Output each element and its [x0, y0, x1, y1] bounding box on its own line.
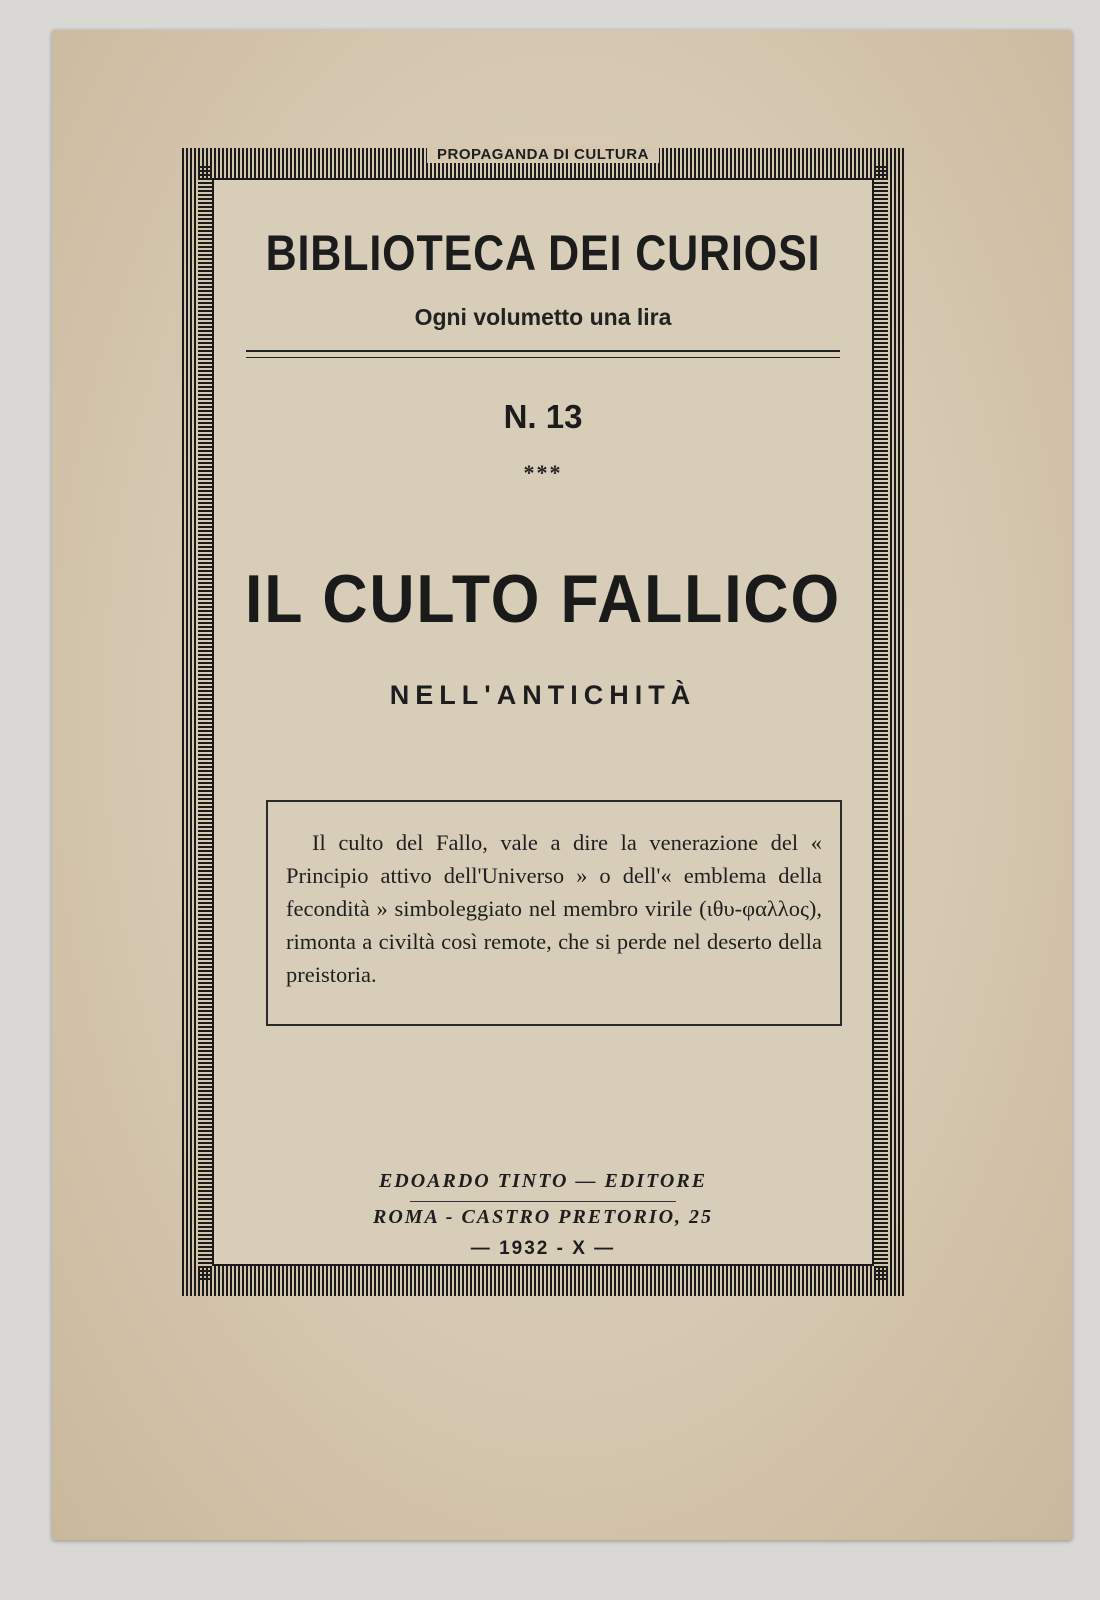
decorative-border-frame: [182, 148, 904, 1296]
publisher-address: ROMA - CASTRO PRETORIO, 25: [372, 1206, 714, 1228]
series-title: BIBLIOTECA DEI CURIOSI: [265, 225, 821, 281]
publication-year: — 1932 - X —: [470, 1238, 616, 1259]
booklet-cover: [52, 30, 1072, 1540]
blurb-text: Il culto del Fallo, vale a dire la venerazione del « Principio attivo dell'Universo » o dell'« emblema della fecondità » simboleggiato nel membro virile (ιθυ-φαλλος), rimonta a civiltà così remote, che si perde nel deserto della preistoria.: [286, 830, 822, 987]
book-subtitle: NELL'ANTICHITÀ: [389, 680, 697, 710]
series-banner: [198, 144, 888, 166]
series-subtitle: Ogni volumetto una lira: [414, 304, 672, 330]
book-title: IL CULTO FALLICO: [245, 561, 841, 637]
asterism-ornament: ***: [523, 460, 563, 485]
issue-number: N. 13: [503, 398, 583, 435]
blurb-box: [266, 800, 842, 1026]
series-banner-text: PROPAGANDA DI CULTURA: [427, 146, 659, 163]
publisher-name: EDOARDO TINTO — EDITORE: [378, 1170, 708, 1192]
cover-content-area: [212, 178, 874, 1266]
divider-rule: [246, 350, 840, 358]
publisher-divider: [410, 1201, 676, 1202]
